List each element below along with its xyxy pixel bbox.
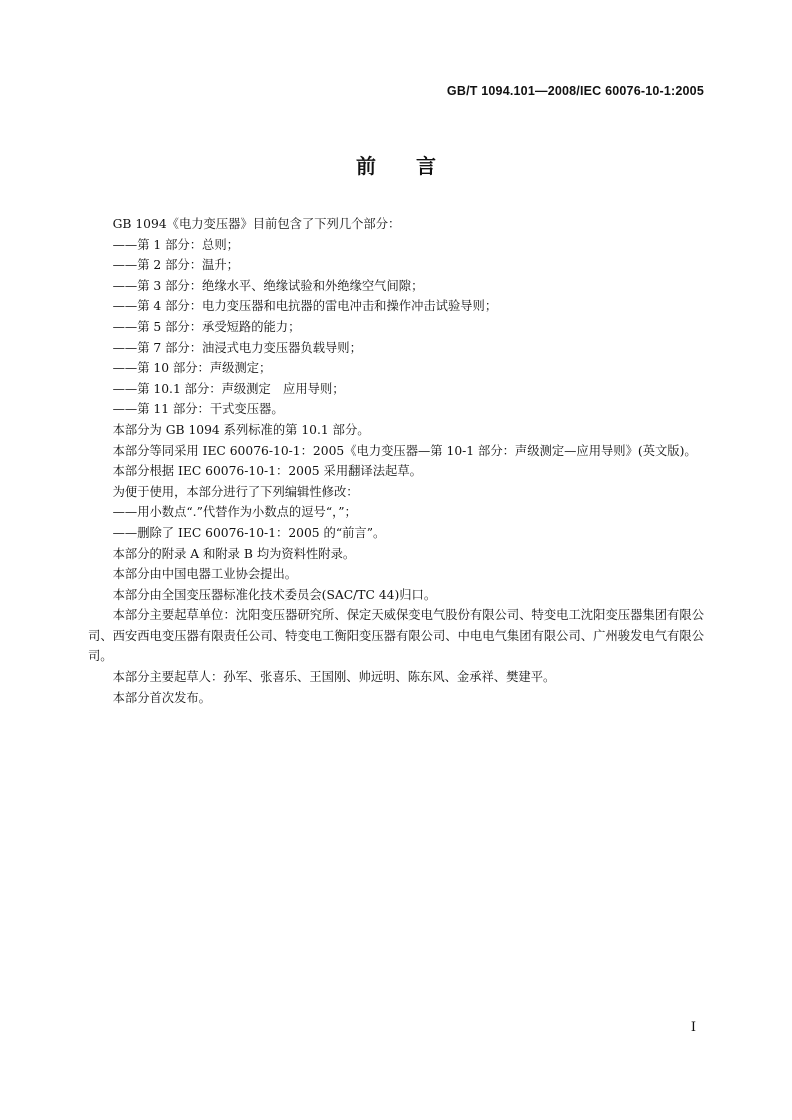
paragraph: 本部分的附录 A 和附录 B 均为资料性附录。 (112, 546, 356, 561)
list-item: ——第 1 部分：总则； (112, 237, 239, 252)
list-item: ——第 11 部分：干式变压器。 (112, 402, 284, 417)
intro-paragraph: GB 1094《电力变压器》目前包含了下列几个部分： (112, 217, 401, 231)
page-title: 前言 (356, 154, 476, 178)
paragraph: 本部分根据 IEC 60076-10-1：2005 采用翻译法起草。 (112, 464, 422, 479)
paragraph: 为便于使用，本部分进行了下列编辑性修改： (112, 484, 359, 499)
paragraph: 本部分由全国变压器标准化技术委员会(SAC/TC 44)归口。 (112, 587, 437, 602)
list-item: ——第 7 部分：油浸式电力变压器负载导则； (112, 340, 362, 355)
list-item: ——第 5 部分：承受短路的能力； (112, 319, 301, 334)
paragraph: 本部分主要起草人：孙军、张喜乐、王国刚、帅远明、陈东风、金承祥、樊建平。 (112, 670, 556, 685)
list-item: ——第 10.1 部分：声级测定 应用导则； (112, 381, 345, 396)
foreword-body (88, 214, 704, 708)
paragraph: 本部分等同采用 IEC 60076-10-1：2005《电力变压器—第 10-1 部分：声级测定—应用导则》(英文版)。 (112, 443, 697, 458)
standard-number-header: GB/T 1094.101—2008/IEC 60076-10-1:2005 (446, 84, 704, 98)
list-item: ——第 4 部分：电力变压器和电抗器的雷电冲击和操作冲击试验导则； (112, 299, 498, 314)
list-item: ——删除了 IEC 60076-10-1：2005 的“前言”。 (112, 525, 386, 540)
paragraph: 本部分首次发布。 (112, 690, 211, 705)
list-item: ——第 3 部分：绝缘水平、绝缘试验和外绝缘空气间隙； (112, 278, 424, 293)
page-number: I (690, 1020, 696, 1035)
list-item: ——用小数点“.”代替作为小数点的逗号“，”； (112, 505, 357, 520)
paragraph: 本部分为 GB 1094 系列标准的第 10.1 部分。 (112, 422, 370, 437)
paragraph: 本部分主要起草单位：沈阳变压器研究所、保定天威保变电气股份有限公司、特变电工沈阳变压器集团有限公司、西安西电变压器有限责任公司、特变电工衡阳变压器有限公司、中电电气集团有限公司、广州骏发电气有限公司。 (88, 608, 704, 664)
list-item: ——第 2 部分：温升； (112, 258, 239, 273)
list-item: ——第 10 部分：声级测定； (112, 361, 272, 376)
paragraph: 本部分由中国电器工业协会提出。 (112, 567, 298, 582)
